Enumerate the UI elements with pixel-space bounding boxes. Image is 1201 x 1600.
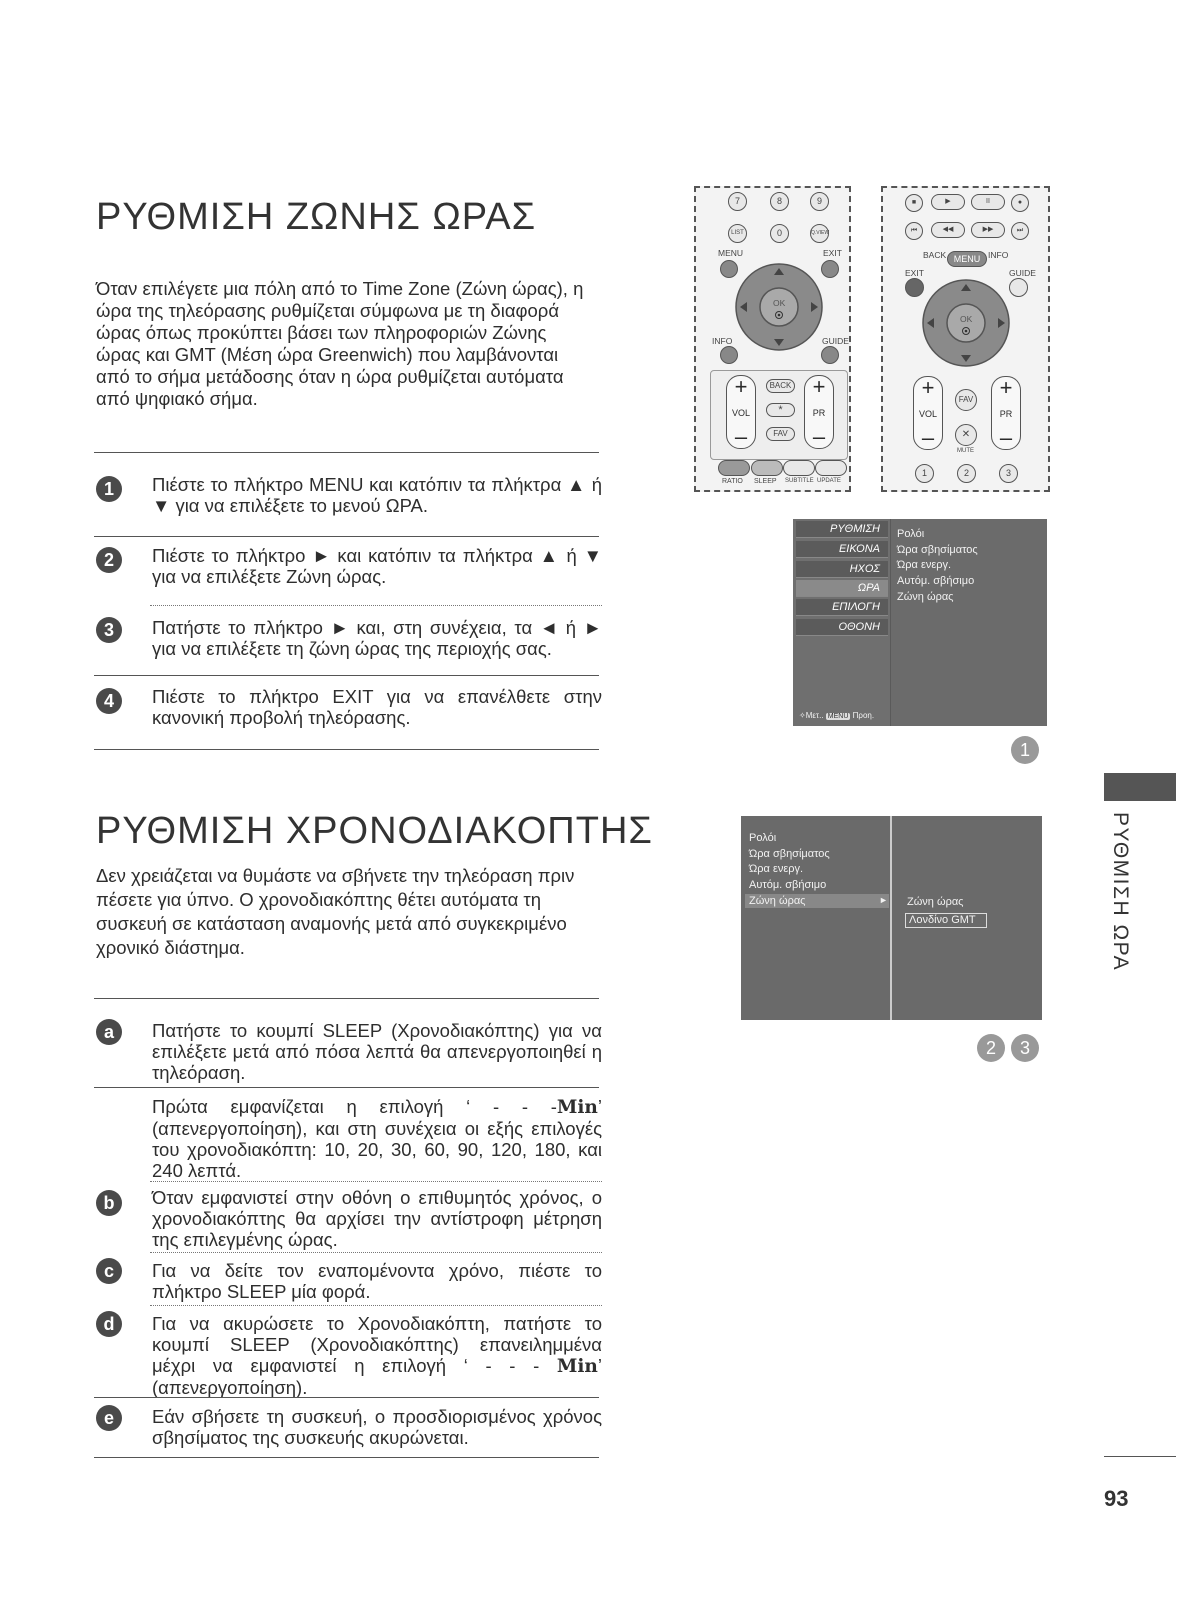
- section2-title: ΡΥΘΜΙΣΗ ΧΡΟΝΟΔΙΑΚΟΠΤΗΣ: [96, 810, 653, 852]
- step-text-e: Εάν σβήσετε τη συσκευή, ο προσδιορισμένος χρόνος σβησίματος της συσκευής ακυρώνεται.: [152, 1406, 602, 1448]
- side-tab-bar: [1104, 773, 1176, 801]
- divider: [94, 998, 599, 999]
- osd-sub-value[interactable]: Λονδίνο GMT: [905, 913, 987, 928]
- exit-label: EXIT: [823, 248, 842, 258]
- callout-1: 1: [1011, 736, 1039, 764]
- pr-rocker[interactable]: + PR –: [804, 375, 834, 449]
- skip-back-button[interactable]: ⏮: [905, 222, 923, 240]
- qview-button[interactable]: Q.VIEW: [810, 224, 829, 243]
- pause-button[interactable]: II: [971, 194, 1005, 210]
- ok-label: OK: [960, 314, 973, 324]
- step-text-2: Πιέστε το πλήκτρο ► και κατόπιν τα πλήκτρα ▲ ή ▼ για να επιλέξετε Ζώνη ώρας.: [152, 545, 602, 587]
- divider: [94, 536, 599, 537]
- step-text-c: Για να δείτε τον εναπομένοντα χρόνο, πιέστε το πλήκτρο SLEEP μία φορά.: [152, 1260, 602, 1302]
- osd-menu-item-audio[interactable]: ΗΧΟΣ: [796, 561, 888, 578]
- divider: [150, 1305, 602, 1306]
- divider: [94, 749, 599, 750]
- digit-3-button[interactable]: 3: [999, 464, 1018, 483]
- divider: [150, 1252, 602, 1253]
- divider: [94, 452, 599, 453]
- info-label: INFO: [712, 336, 733, 346]
- skip-forward-button[interactable]: ⏭: [1011, 222, 1029, 240]
- guide-label: GUIDE: [822, 336, 849, 346]
- rewind-button[interactable]: ◀◀: [931, 222, 965, 238]
- fav-button[interactable]: FAV: [766, 427, 795, 441]
- osd-item-clock[interactable]: Ρολόι: [749, 832, 777, 844]
- play-button[interactable]: ▶: [931, 194, 965, 210]
- subtitle-label: SUBTITLE: [785, 478, 814, 484]
- step-badge-1: 1: [96, 476, 122, 502]
- step-badge-c: c: [96, 1258, 122, 1284]
- step-text-d: [152, 1313, 602, 1398]
- step-text-3: Πατήστε το πλήκτρο ► και, στη συνέχεια, τα ◄ ή ► για να επιλέξετε τη ζώνη ώρας της περιοχής σας.: [152, 617, 602, 659]
- digit-0-button[interactable]: 0: [770, 224, 789, 243]
- step-text-4: Πιέστε το πλήκτρο EXIT για να επανέλθετε στην κανονική προβολή τηλεόρασης.: [152, 686, 602, 728]
- detail-post: ’ (απενεργοποίηση), και στη συνέχεια οι εξής επιλογές του χρονοδιακόπτη: 10, 20, 30, 60, 90, 120, 180, και 240 λεπτά.: [152, 1096, 602, 1181]
- step-badge-4: 4: [96, 688, 122, 714]
- subtitle-button[interactable]: [783, 460, 815, 476]
- step-badge-a: a: [96, 1019, 122, 1045]
- divider: [150, 1181, 602, 1182]
- osd-menu-item-time[interactable]: ΩΡΑ: [796, 580, 888, 597]
- osd-item-off-time[interactable]: Ώρα σβησίματος: [749, 848, 830, 860]
- osd-menu-item-option[interactable]: ΕΠΙΛΟΓΗ: [796, 599, 888, 616]
- d-post: ’ (απενεργοποίηση).: [152, 1355, 602, 1398]
- osd-item-time-zone[interactable]: Ζώνη ώρας: [897, 591, 954, 603]
- footer-move: Μετ.: [805, 711, 822, 720]
- digit-7-button[interactable]: 7: [728, 192, 747, 211]
- min-label: Min: [556, 1097, 598, 1118]
- footer-prev: Προη.: [852, 711, 875, 720]
- step-text-1: Πιέστε το πλήκτρο MENU και κατόπιν τα πλήκτρα ▲ ή ▼ για να επιλέξετε το μενού ΩΡΑ.: [152, 474, 602, 516]
- osd-footer: ✧Μετ.. MENU Προη.: [799, 711, 875, 720]
- remote-control-right: [881, 186, 1050, 492]
- guide-button[interactable]: [821, 346, 839, 364]
- section1-title: ΡΥΘΜΙΣΗ ΖΩΝΗΣ ΩΡΑΣ: [96, 196, 537, 238]
- step-badge-e: e: [96, 1405, 122, 1431]
- osd-item-on-time[interactable]: Ώρα ενεργ.: [897, 559, 952, 571]
- info-button[interactable]: [720, 346, 738, 364]
- page-number: 93: [1104, 1486, 1129, 1511]
- d-pre: Για να ακυρώσετε το Χρονοδιακόπτη, πατήστε το κουμπί SLEEP (Χρονοδιακόπτης) επανειλημμένα μέχρι να εμφανιστεί η επιλογή ‘ - - -: [152, 1313, 602, 1376]
- step-text-a: Πατήστε το κουμπί SLEEP (Χρονοδιακόπτης) για να επιλέξετε μετά από πόσα λεπτά θα απενεργοποιηθεί η τηλεόραση.: [152, 1020, 602, 1083]
- divider: [94, 1397, 599, 1398]
- page-number-rule: [1104, 1456, 1176, 1457]
- divider: [94, 1087, 599, 1088]
- vol-rocker[interactable]: + VOL –: [726, 375, 756, 449]
- step-text-a-detail: [152, 1096, 602, 1181]
- digit-1-button[interactable]: 1: [915, 464, 934, 483]
- callout-2: 2: [977, 1034, 1005, 1062]
- osd-item-auto-sleep[interactable]: Αυτόμ. σβήσιμο: [749, 879, 827, 891]
- digit-2-button[interactable]: 2: [957, 464, 976, 483]
- step-text-b: Όταν εμφανιστεί στην οθόνη ο επιθυμητός χρόνος, ο χρονοδιακόπτης θα αρχίσει την αντίστροφη μέτρηση της επιλεγμένης ώρας.: [152, 1187, 602, 1250]
- step-badge-3: 3: [96, 617, 122, 643]
- arrow-right-icon: ►: [879, 895, 888, 905]
- update-label: UPDATE: [817, 478, 841, 484]
- pr-rocker[interactable]: + PR –: [991, 376, 1021, 450]
- menu-label: MENU: [718, 248, 744, 258]
- digit-8-button[interactable]: 8: [770, 192, 789, 211]
- exit-label: EXIT: [905, 268, 924, 278]
- osd-item-auto-sleep[interactable]: Αυτόμ. σβήσιμο: [897, 575, 975, 587]
- stop-button[interactable]: ■: [905, 194, 923, 212]
- update-button[interactable]: [815, 460, 847, 476]
- osd-divider: [890, 816, 892, 1020]
- guide-button[interactable]: [1009, 278, 1028, 297]
- osd-item-on-time[interactable]: Ώρα ενεργ.: [749, 863, 804, 875]
- ratio-label: RATIO: [722, 478, 743, 485]
- back-label: BACK: [923, 250, 947, 260]
- sleep-label: SLEEP: [754, 478, 777, 485]
- divider: [94, 675, 599, 676]
- step-badge-2: 2: [96, 547, 122, 573]
- digit-9-button[interactable]: 9: [810, 192, 829, 211]
- callout-3: 3: [1011, 1034, 1039, 1062]
- move-icon: ✧: [799, 711, 806, 720]
- fav-button[interactable]: FAV: [955, 389, 977, 411]
- footer-menu-key: MENU: [827, 713, 849, 720]
- divider: [150, 605, 602, 606]
- osd-item-time-zone[interactable]: Ζώνη ώρας: [749, 895, 806, 907]
- step-badge-d: d: [96, 1311, 122, 1337]
- back-button[interactable]: BACK: [766, 379, 795, 393]
- detail-pre: Πρώτα εμφανίζεται η επιλογή ‘ - - -: [152, 1096, 557, 1117]
- fast-forward-button[interactable]: ▶▶: [971, 222, 1005, 238]
- mute-label: MUTE: [957, 448, 974, 454]
- osd-menu-item-screen[interactable]: ΟΘΟΝΗ: [796, 619, 888, 636]
- osd-sub-title: Ζώνη ώρας: [907, 896, 964, 908]
- side-tab-label: ΡΥΘΜΙΣΗ ΩΡΑ: [1109, 812, 1132, 972]
- info-label: INFO: [988, 250, 1009, 260]
- step-badge-b: b: [96, 1190, 122, 1216]
- list-button[interactable]: LIST: [728, 224, 747, 243]
- remote-control-left: [694, 186, 851, 492]
- osd-item-off-time[interactable]: Ώρα σβησίματος: [897, 544, 978, 556]
- ratio-button[interactable]: [718, 460, 750, 476]
- ok-label: OK: [773, 298, 786, 308]
- menu-button[interactable]: MENU: [947, 251, 987, 267]
- osd-item-clock[interactable]: Ρολόι: [897, 528, 925, 540]
- sleep-button[interactable]: [751, 460, 783, 476]
- vol-rocker[interactable]: + VOL –: [913, 376, 943, 450]
- divider: [94, 1457, 599, 1458]
- osd-menu-item-picture[interactable]: ΕΙΚΟΝΑ: [796, 541, 888, 558]
- section1-intro: Όταν επιλέγετε μια πόλη από το Time Zone (Ζώνη ώρας), η ώρα της τηλεόρασης ρυθμίζεται σύμφωνα με τη διαφορά ώρας όπως προκύπτει βάσει των πληροφοριών Ζώνης ώρας και GMT (Μέση ώρα Greenwich) που λαμβάνονται από το σήμα μετάδοσης όταν η ώρα ρυθμίζεται αυτόματα από ψηφιακό σήμα.: [96, 278, 584, 409]
- min-label: Min: [556, 1356, 598, 1377]
- star-button[interactable]: *: [766, 403, 795, 417]
- section2-intro: Δεν χρειάζεται να θυμάστε να σβήνετε την τηλεόραση πριν πέσετε για ύπνο. Ο χρονοδιακόπτης θέτει αυτόματα τη συσκευή σε κατάσταση αναμονής μετά από συγκεκριμένο χρονικό διάστημα.: [96, 865, 575, 958]
- osd-time-zone-submenu: [741, 816, 1042, 1020]
- mute-button[interactable]: ✕: [955, 424, 977, 446]
- guide-label: GUIDE: [1009, 268, 1036, 278]
- osd-menu-time: [793, 519, 1047, 726]
- osd-menu-item-setup[interactable]: ΡΥΘΜΙΣΗ: [796, 521, 888, 538]
- record-button[interactable]: ●: [1011, 194, 1029, 212]
